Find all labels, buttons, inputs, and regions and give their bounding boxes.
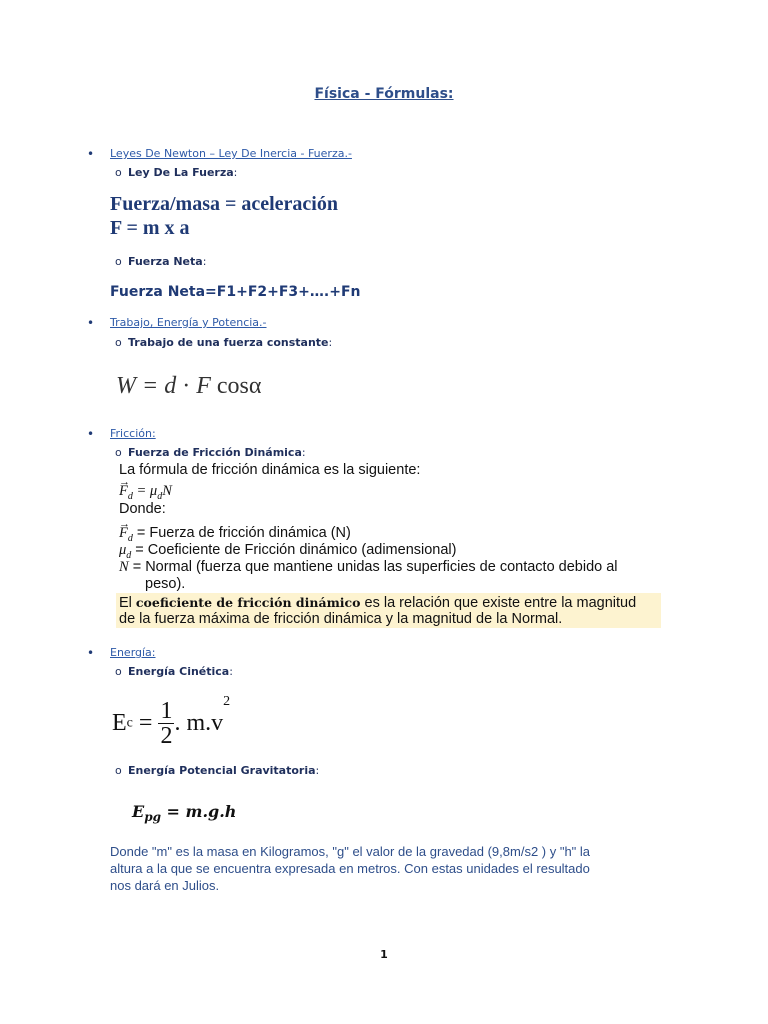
donde-label: Donde: xyxy=(119,501,166,517)
page-number: 1 xyxy=(380,948,388,961)
sub-marker: o xyxy=(115,255,122,268)
energia-desc-1: Donde "m" es la masa en Kilogramos, "g" el valor de la gravedad (9,8m/s2 ) y "h" la xyxy=(110,844,591,859)
subsection-heading: Energía Cinética xyxy=(128,665,230,678)
sub-marker: o xyxy=(115,665,122,678)
page-title: Física - Fórmulas: xyxy=(314,86,454,102)
subsection-energia-potencial: o Energía Potencial Gravitatoria: xyxy=(115,764,320,777)
section-heading: Leyes De Newton – Ley De Inercia - Fuerza.- xyxy=(110,147,352,160)
friccion-paragraph-1: El coeficiente de fricción dinámico es la relación que existe entre la magnitud xyxy=(119,595,637,611)
friccion-equation: → $F_d = \mu_dN$ xyxy=(119,483,172,505)
def-normal-cont: peso). xyxy=(145,576,186,592)
section-trabajo xyxy=(87,316,687,332)
section-heading: Fricción: xyxy=(110,427,156,440)
subsection-heading: Energía Potencial Gravitatoria xyxy=(128,764,316,777)
subsection-friccion-dinamica: o Fuerza de Fricción Dinámica: xyxy=(115,446,306,459)
formula-energia-potencial: $E_{pg} = m.g.h$ xyxy=(132,802,237,825)
friccion-intro: La fórmula de fricción dinámica es la siguiente: xyxy=(119,462,421,478)
subsection-ley-fuerza: o Ley De La Fuerza: xyxy=(115,166,238,179)
def-normal: N = Normal (fuerza que mantiene unidas las superficies de contacto debido al xyxy=(119,559,618,575)
section-newton xyxy=(87,147,687,163)
subsection-heading: Trabajo de una fuerza constante xyxy=(128,336,329,349)
def-fuerza-friccion: → $F_d$ = Fuerza de fricción dinámica (N) xyxy=(119,525,351,547)
friccion-paragraph-2: de la fuerza máxima de fricción dinámica y la magnitud de la Normal. xyxy=(119,611,563,627)
energia-desc-3: nos dará en Julios. xyxy=(110,878,220,893)
section-friccion xyxy=(87,427,687,443)
sub-marker: o xyxy=(115,764,122,777)
sub-marker: o xyxy=(115,166,122,179)
subsection-energia-cinetica: o Energía Cinética: xyxy=(115,665,233,678)
def-coeficiente: $\mu_d$ = Coeficiente de Fricción dinámico (adimensional) xyxy=(119,542,457,561)
subsection-heading: Fuerza Neta xyxy=(128,255,203,268)
subsection-heading: Fuerza de Fricción Dinámica xyxy=(128,446,302,459)
subsection-heading: Ley De La Fuerza xyxy=(128,166,234,179)
bullet-icon: • xyxy=(87,316,95,330)
subsection-fuerza-neta: o Fuerza Neta: xyxy=(115,255,207,268)
bullet-icon: • xyxy=(87,427,95,441)
bullet-icon: • xyxy=(87,147,95,161)
section-heading: Energía: xyxy=(110,646,156,659)
subsection-trabajo-constante: o Trabajo de una fuerza constante: xyxy=(115,336,333,349)
formula-energia-cinetica: Ec = $\frac{1}{2}$ . $m.v^2$ xyxy=(112,694,231,749)
formula-f-ma: F = m x a xyxy=(110,217,190,239)
sub-marker: o xyxy=(115,446,122,459)
sub-marker: o xyxy=(115,336,122,349)
formula-fuerza-neta: Fuerza Neta=F1+F2+F3+….+Fn xyxy=(110,284,361,300)
section-energia xyxy=(87,646,687,662)
formula-trabajo: W = d · F cosα xyxy=(116,373,262,399)
energia-desc-2: altura a la que se encuentra expresada en metros. Con estas unidades el resultado xyxy=(110,861,590,876)
bullet-icon: • xyxy=(87,646,95,660)
section-heading: Trabajo, Energía y Potencia.- xyxy=(110,316,267,329)
formula-fuerza-masa: Fuerza/masa = aceleración xyxy=(110,193,338,215)
